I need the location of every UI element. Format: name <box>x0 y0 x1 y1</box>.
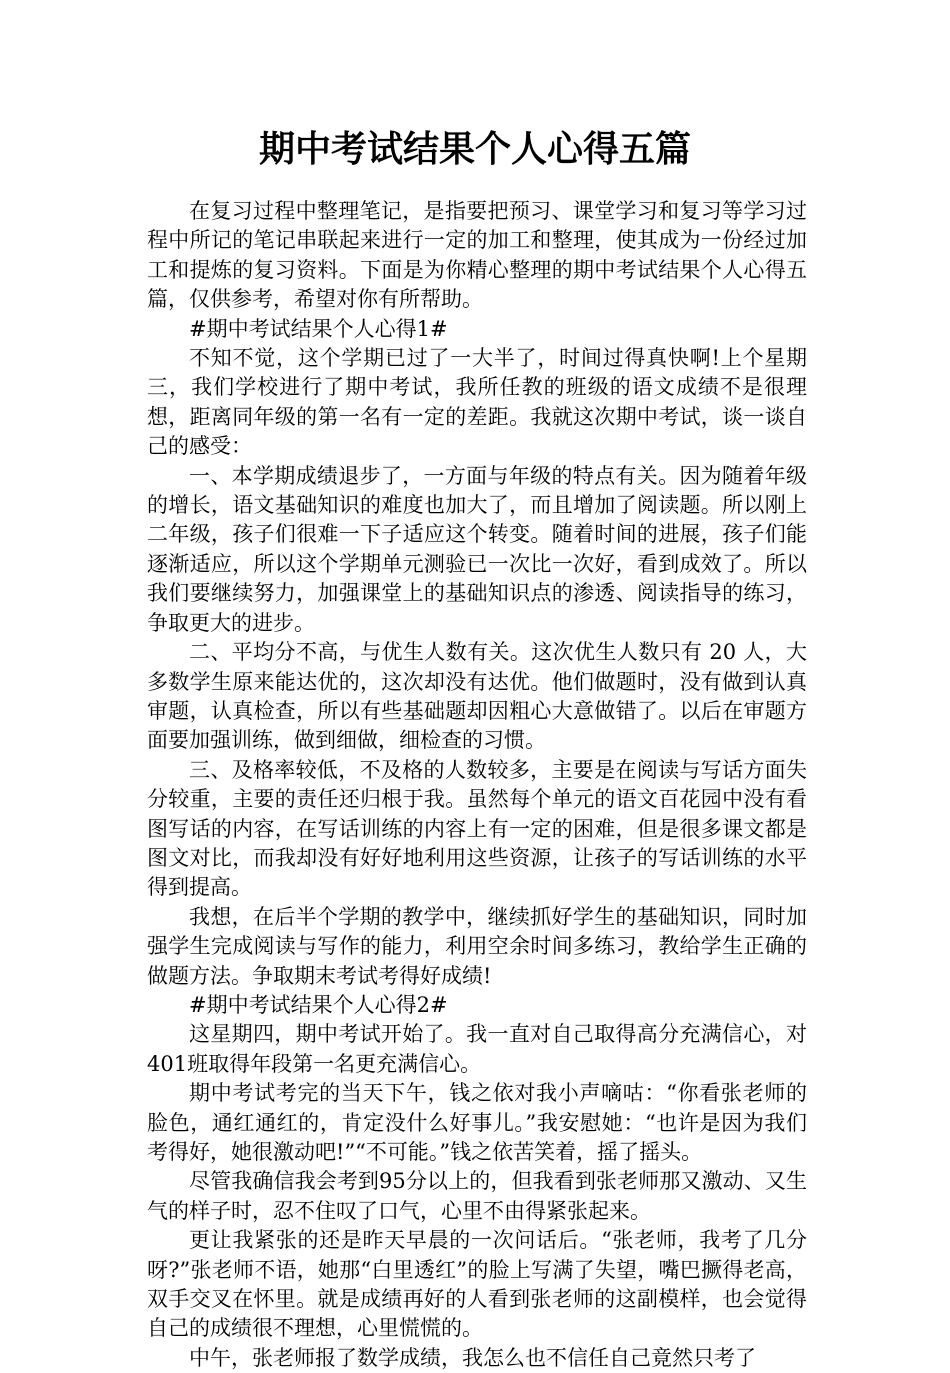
paragraph: 更让我紧张的还是昨天早晨的一次问话后。“张老师，我考了几分呀?”张老师不语，她那“白里透红”的脸上写满了失望，嘴巴撅得老高，双手交叉在怀里。就是成绩再好的人看到张老师的这副模样，也会觉得自己的成绩很不理想，心里慌慌的。 <box>147 1228 807 1341</box>
paragraph: 中午，张老师报了数学成绩，我怎么也不信任自己竟然只考了 <box>189 1345 756 1370</box>
paragraph: 二、平均分不高，与优生人数有关。这次优生人数只有 20 人，大多数学生原来能达优的，这次却没有达优。他们做题时，没有做到认真审题，认真检查，所以有些基础题却因粗心大意做错了。以后在审题方面要加强训练，做到细做，细检查的习惯。 <box>147 640 807 753</box>
document-title: 期中考试结果个人心得五篇 <box>258 129 691 170</box>
document-body <box>147 197 807 1373</box>
paragraph: 三、及格率较低，不及格的人数较多，主要是在阅读与写话方面失分较重，主要的责任还归根于我。虽然每个单元的语文百花园中没有看图写话的内容，在写话训练的内容上有一定的困难，但是很多课文都是图文对比，而我却没有好好地利用这些资源，让孩子的写话训练的水平得到提高。 <box>147 757 807 900</box>
paragraph: 我想，在后半个学期的教学中，继续抓好学生的基础知识，同时加强学生完成阅读与写作的能力，利用空余时间多练习，教给学生正确的做题方法。争取期末考试考得好成绩! <box>147 904 807 988</box>
section-heading-1: #期中考试结果个人心得1# <box>189 316 448 341</box>
paragraph: 一、本学期成绩退步了，一方面与年级的特点有关。因为随着年级的增长，语文基础知识的难度也加大了，而且增加了阅读题。所以刚上二年级，孩子们很难一下子适应这个转变。随着时间的进展，孩子们能逐渐适应，所以这个学期单元测验已一次比一次好，看到成效了。所以我们要继续努力，加强课堂上的基础知识点的渗透、阅读指导的练习，争取更大的进步。 <box>147 463 807 635</box>
paragraph: 尽管我确信我会考到95分以上的，但我看到张老师那又激动、又生气的样子时，忍不住叹了口气，心里不由得紧张起来。 <box>147 1169 807 1223</box>
paragraph: 期中考试考完的当天下午，钱之依对我小声嘀咕：“你看张老师的脸色，通红通红的，肯定没什么好事儿。”我安慰她：“也许是因为我们考得好，她很激动吧!”“不可能。”钱之依苦笑着，摇了摇头。 <box>147 1081 807 1164</box>
paragraph: 这星期四，期中考试开始了。我一直对自己取得高分充满信心，对401班取得年段第一名更充满信心。 <box>147 1022 807 1076</box>
paragraph: 不知不觉，这个学期已过了一大半了，时间过得真快啊!上个星期三，我们学校进行了期中考试，我所任教的班级的语文成绩不是很理想，距离同年级的第一名有一定的差距。我就这次期中考试，谈一谈自己的感受： <box>147 346 807 459</box>
intro-paragraph: 在复习过程中整理笔记，是指要把预习、课堂学习和复习等学习过程中所记的笔记串联起来进行一定的加工和整理，使其成为一份经过加工和提炼的复习资料。下面是为你精心整理的期中考试结果个人心得五篇，仅供参考，希望对你有所帮助。 <box>147 199 807 312</box>
section-heading-2: #期中考试结果个人心得2# <box>189 992 448 1017</box>
